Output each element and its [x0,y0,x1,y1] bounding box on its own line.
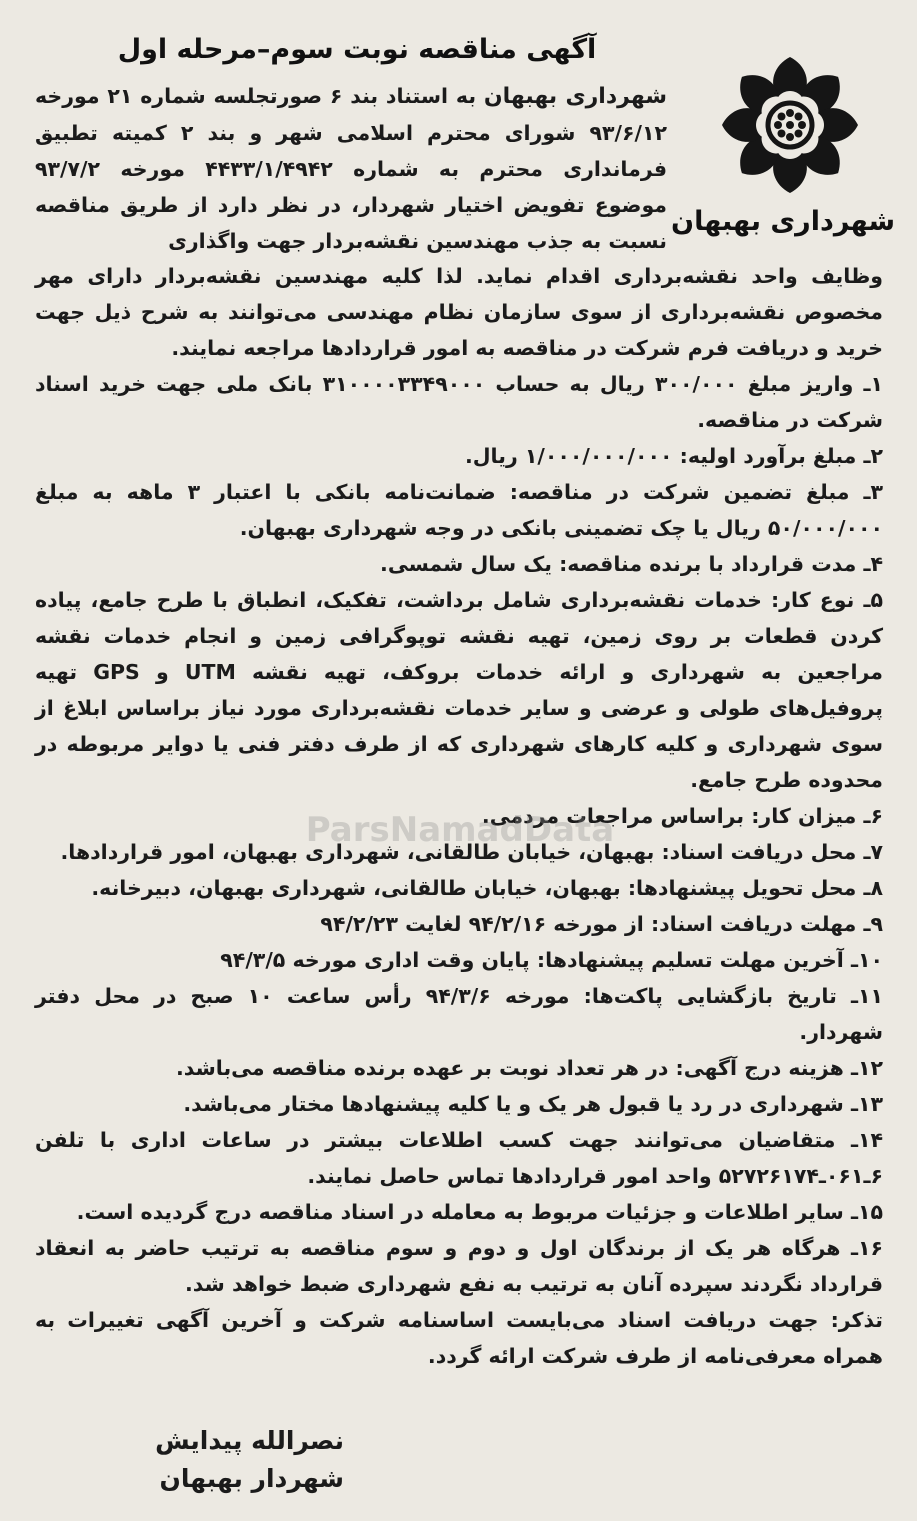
signatory-name: نصرالله پیدایش [155,1426,344,1455]
watermark: ParsNamadData [305,810,615,850]
logo-caption: شهرداری بهبهان [671,206,895,237]
ad-title: آگهی مناقصه نوبت سوم–مرحله اول [117,34,597,65]
municipality-emblem-icon [705,50,875,200]
note-paragraph: تذکر: جهت دریافت اسناد می‌بایست اساسنامه شرکت و آخرین آگهی تغییرات به همراه معرفی‌نامه از طرف شرکت ارائه گردد. [35,1308,883,1368]
list-item: ۱ـ واریز مبلغ ۳۰۰/۰۰۰ ریال به حساب ۳۱۰۰۰۰۳۳۴۹۰۰۰ بانک ملی جهت خرید اسناد شرکت در مناقصه. [35,372,884,432]
list-item: ۴ـ مدت قرارداد با برنده مناقصه: یک سال شمسی. [380,552,883,576]
list-item: ۶ـ میزان کار: براساس مراجعات مردمی. [481,804,883,828]
intro-paragraph [35,78,667,259]
intro-lead: شهرداری بهبهان [483,84,667,109]
signatory-title: شهردار بهبهان [159,1464,344,1493]
list-item: ۷ـ محل دریافت اسناد: بهبهان، خیابان طالقانی، شهرداری بهبهان، امور قراردادها. [60,840,883,864]
signature-block [44,1422,344,1498]
list-item: ۱۲ـ هزینه درج آگهی: در هر تعداد نوبت بر عهده برنده مناقصه می‌باشد. [175,1056,883,1080]
list-item: ۲ـ مبلغ برآورد اولیه: ۱/۰۰۰/۰۰۰/۰۰۰ ریال. [464,444,883,468]
intro-continued: وظایف واحد نقشه‌برداری اقدام نماید. لذا کلیه مهندسین نقشه‌بردار دارای مهر مخصوص نقشه‌برداری از سوی سازمان نظام مهندسی می‌توانند به شرح ذیل جهت خرید و دریافت فرم شرکت در مناقصه به امور قراردادها مراجعه نمایند. [35,264,883,360]
list-item: ۱۴ـ متقاضیان می‌توانند جهت کسب اطلاعات بیشتر در ساعات اداری با تلفن ۶ـ۰۶۱ـ۵۲۷۲۶۱۷۴ واحد امور قراردادها تماس حاصل نمایند. [35,1128,883,1188]
list-item: ۱۵ـ سایر اطلاعات و جزئیات مربوط به معامله در اسناد مناقصه درج گردیده است. [76,1200,883,1224]
list-item: ۱۰ـ آخرین مهلت تسلیم پیشنهادها: پایان وقت اداری مورخه ۹۴/۳/۵ [220,948,883,972]
municipality-logo-block [671,50,895,237]
list-item: ۸ـ محل تحویل پیشنهادها: بهبهان، خیابان طالقانی، شهرداری بهبهان، دبیرخانه. [91,876,883,900]
list-item: ۱۱ـ تاریخ بازگشایی پاکت‌ها: مورخه ۹۴/۳/۶ رأس ساعت ۱۰ صبح در محل دفتر شهردار. [35,984,883,1044]
list-item: ۱۳ـ شهرداری در رد یا قبول هر یک و یا کلیه پیشنهادها مختار می‌باشد. [183,1092,883,1116]
list-item: ۱۶ـ هرگاه هر یک از برندگان اول و دوم و سوم مناقصه به ترتیب حاضر به انعقاد قرارداد نگردند سپرده آنان به ترتیب به نفع شهرداری ضبط خواهد شد. [35,1236,883,1296]
intro-text: به استناد بند ۶ صورتجلسه شماره ۲۱ مورخه ۹۳/۶/۱۲ شورای محترم اسلامی شهر و بند ۲ کمیته تطبیق فرمانداری محترم به شماره ۴۴۳۳/۱/۴۹۴۲ مورخه ۹۳/۷/۲ موضوع تفویض اختیار شهردار، در نظر دارد از طریق مناقصه نسبت به جذب مهندسین نقشه‌بردار جهت واگذاری [35,84,667,253]
ad-body [35,258,883,1374]
list-item: ۹ـ مهلت دریافت اسناد: از مورخه ۹۴/۲/۱۶ لغایت ۹۴/۲/۲۳ [320,912,883,936]
list-item: ۳ـ مبلغ تضمین شرکت در مناقصه: ضمانت‌نامه بانکی با اعتبار ۳ ماهه به مبلغ ۵۰/۰۰۰/۰۰۰ ریال یا چک تضمینی بانکی در وجه شهرداری بهبهان. [35,480,883,540]
list-item: ۵ـ نوع کار: خدمات نقشه‌برداری شامل برداشت، تفکیک، انطباق با طرح جامع، پیاده کردن قطعات بر روی زمین، تهیه نقشه توپوگرافی زمین و انجام خدمات نقشه مراجعین به شهرداری و ارائه خدمات بروکف، تهیه نقشه UTM و GPS تهیه پروفیل‌های طولی و عرضی و سایر خدمات نقشه‌برداری مورد نیاز براساس ابلاغ از سوی شهرداری و کلیه کارهای شهرداری که از طرف دفتر فنی یا دوایر مربوطه در محدوده طرح جامع. [35,588,883,792]
tender-conditions-list [35,366,883,1302]
